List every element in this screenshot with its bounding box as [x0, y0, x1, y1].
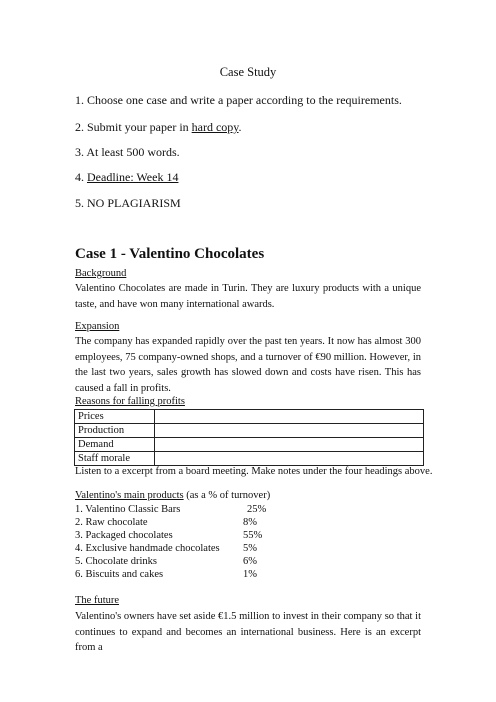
product-name: 6. Biscuits and cakes	[75, 569, 164, 580]
product-name: 1. Valentino Classic Bars	[75, 504, 181, 515]
product-name: 4. Exclusive handmade chocolates	[75, 543, 220, 554]
requirement-number: 1.	[75, 93, 84, 107]
reason-label: Demand	[75, 438, 155, 452]
products-heading: Valentino's main products	[75, 490, 184, 501]
hard-copy-text: hard copy	[191, 120, 239, 134]
future-text: Valentino's owners have set aside €1.5 million to invest in their company so that it continues to expand and becomes an international business. Here is an excerpt from a	[75, 611, 421, 653]
product-name: 2. Raw chocolate	[75, 517, 148, 528]
requirement-text: Submit your paper in	[87, 120, 192, 134]
case-title: Case 1 - Valentino Chocolates	[75, 246, 265, 262]
requirement-5	[75, 196, 181, 211]
reason-notes-cell	[155, 438, 424, 452]
reasons-note: Listen to a excerpt from a board meeting. Make notes under the four headings above.	[75, 466, 433, 477]
requirement-number: 5.	[75, 196, 84, 210]
table-row	[75, 438, 424, 452]
product-name: 5. Chocolate drinks	[75, 556, 157, 567]
requirement-text: NO PLAGIARISM	[87, 196, 181, 210]
reason-notes-cell	[155, 410, 424, 424]
requirement-number: 4.	[75, 170, 84, 184]
table-row	[75, 452, 424, 466]
reasons-heading: Reasons for falling profits	[75, 396, 185, 407]
future-heading: The future	[75, 595, 120, 606]
requirement-4	[75, 170, 178, 185]
product-value: 55%	[243, 530, 263, 541]
reason-notes-cell	[155, 424, 424, 438]
expansion-text: The company has expanded rapidly over the past ten years. It now has almost 300 employees, 75 company-owned shops, and a turnover of €90 million. However, in the last two years, sales growth has slowed down and costs have risen. This has caused a fall in profits.	[75, 336, 421, 394]
product-value: 8%	[243, 517, 257, 528]
requirement-text: Choose one case and write a paper according to the requirements.	[87, 93, 402, 107]
product-name: 3. Packaged chocolates	[75, 530, 173, 541]
product-value: 6%	[243, 556, 257, 567]
reason-label: Prices	[75, 410, 155, 424]
requirement-1	[75, 93, 402, 108]
product-value: 5%	[243, 543, 257, 554]
requirement-text: At least 500 words.	[86, 145, 180, 159]
products-heading-suffix: (as a % of turnover)	[183, 490, 271, 501]
page-title: Case Study	[219, 65, 277, 79]
products-heading-line	[75, 490, 270, 501]
table-row	[75, 424, 424, 438]
expansion-heading: Expansion	[75, 321, 120, 332]
requirement-2: 2. Submit your paper in hard copy.	[75, 120, 242, 134]
reason-label: Staff morale	[75, 452, 155, 466]
background-heading: Background	[75, 268, 127, 279]
reason-label: Production	[75, 424, 155, 438]
reason-notes-cell	[155, 452, 424, 466]
product-value: 25%	[247, 504, 267, 515]
product-value: 1%	[243, 569, 257, 580]
requirement-3	[75, 145, 180, 160]
background-text: Valentino Chocolates are made in Turin. They are luxury products with a unique taste, and have won many international awards.	[75, 283, 421, 310]
reasons-table	[74, 409, 424, 466]
requirement-number: 3.	[75, 145, 84, 159]
requirement-number: 2.	[75, 120, 84, 134]
table-row	[75, 410, 424, 424]
deadline-text: Deadline: Week 14	[87, 170, 179, 184]
